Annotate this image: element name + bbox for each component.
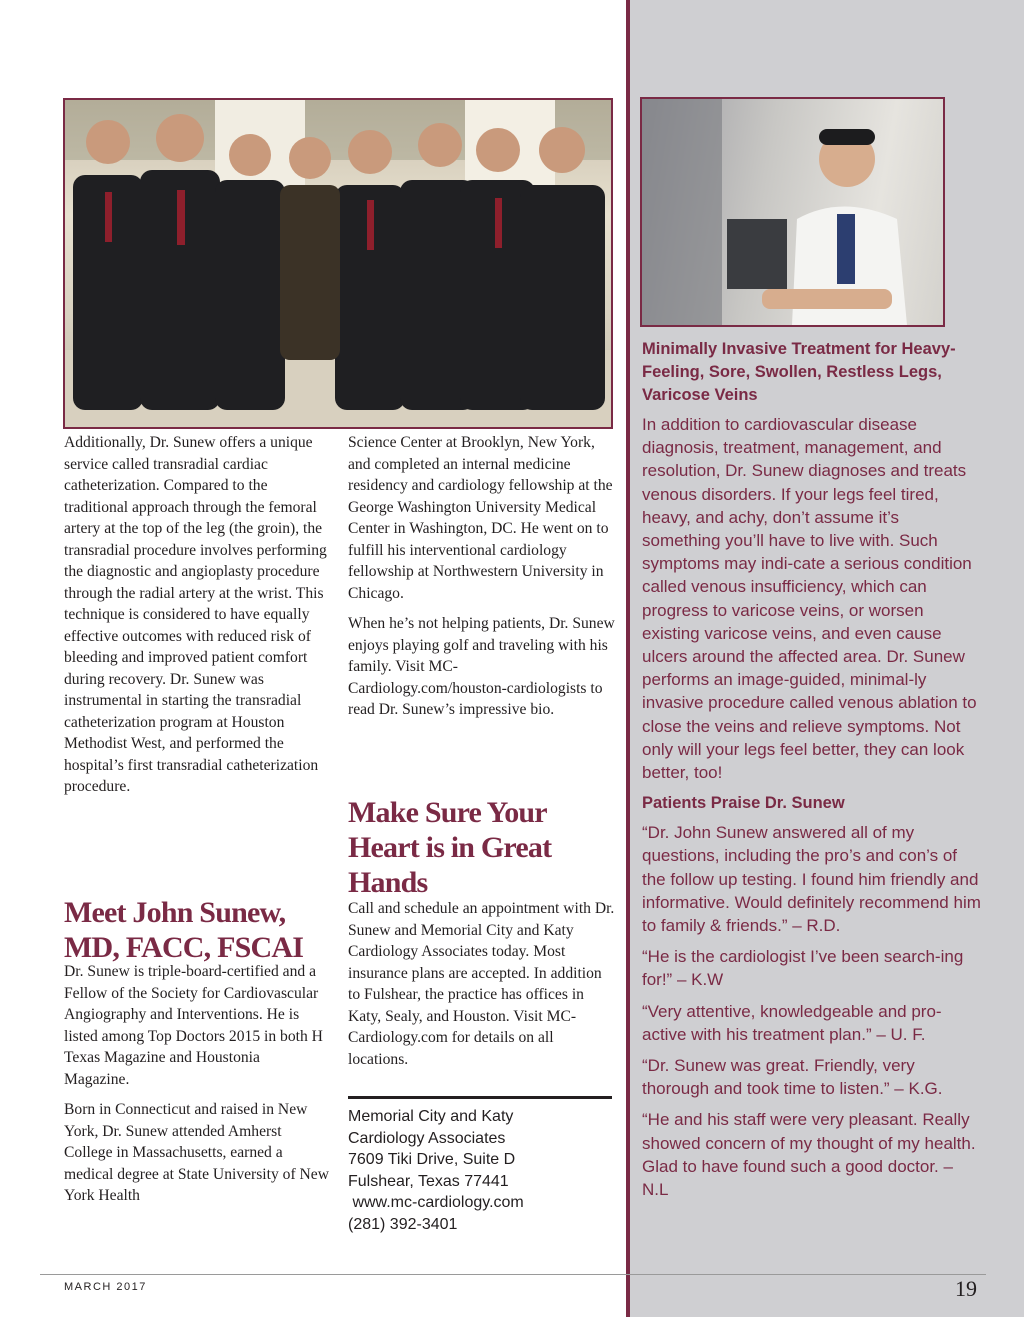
practice-address [348,1106,618,1236]
testimonial: “Dr. Sunew was great. Friendly, very thorough and took time to listen.” – K.G. [642,1056,943,1099]
page-number: 19 [955,1276,977,1301]
sidebar-content [642,338,982,1209]
column-2-appointment [348,898,616,1079]
divider-rule [348,1096,612,1099]
column-1-bio [64,961,329,1216]
address-line: Cardiology Associates [348,1129,506,1147]
issue-date: MARCH 2017 [64,1281,147,1293]
heading-make-sure-heart: Make Sure Your Heart is in Great Hands [348,796,552,899]
phone-number[interactable]: (281) 392-3401 [348,1215,458,1233]
doctor-photo [640,97,945,327]
heading-meet-john-sunew: Meet John Sunew, MD, FACC, FSCAI [64,896,304,964]
group-photo [63,98,613,429]
address-line: Memorial City and Katy [348,1108,514,1125]
paragraph-personal: When he’s not helping patients, Dr. Sunew enjoys playing golf and traveling with his family. Visit MC-Cardiology.com/houston-cardiologists to read Dr. Sunew’s impressive bio. [348,615,615,718]
testimonial: “Dr. John Sunew answered all of my questions, including the pro’s and con’s of the follow up testing. I found him friendly and informative. Would definitely recommend him to family & friends.” – R.D. [642,823,981,936]
website-link[interactable]: www.mc-cardiology.com [348,1194,524,1212]
testimonial: “He and his staff were very pleasant. Really showed concern of my thought of my health. Glad to have found such a good doctor. – N.L [642,1110,976,1200]
paragraph-education: Born in Connecticut and raised in New York, Dr. Sunew attended Amherst College in Massachusetts, earned a medical degree at State University of New York Health [64,1101,329,1204]
sidebar-heading-praise: Patients Praise Dr. Sunew [642,794,845,813]
paragraph-credentials: Dr. Sunew is triple-board-certified and a Fellow of the Society for Cardiovascular Angiography and Interventions. He is listed among Top Doctors 2015 in both H Texas Magazine and Houstonia Magazine. [64,963,323,1088]
address-line: 7609 Tiki Drive, Suite D [348,1151,516,1169]
doctor-photo-illustration [642,99,943,325]
paragraph-transradial: Additionally, Dr. Sunew offers a unique service called transradial cardiac catheterization. Compared to the traditional approach through the femoral artery at the top of the leg (the groin), the transradial procedure involves performing the diagnostic and angioplasty procedure through the radial artery at the wrist. This technique is considered to have equally effective outcomes with reduced risk of bleeding and improved patient comfort during recovery. Dr. Sunew was instrumental in starting the transradial catheterization program at Houston Methodist West, and performed the hospital’s first transradial catheterization procedure. [64,434,327,795]
testimonial: “Very attentive, knowledgeable and pro-active with his treatment plan.” – U. F. [642,1001,942,1044]
testimonial: “He is the cardiologist I’ve been search-ing for!” – K.W [642,947,964,990]
column-2-intro [348,432,616,730]
sidebar-paragraph-venous: In addition to cardiovascular disease diagnosis, treatment, management, and resolution, Dr. Sunew diagnoses and treats venous disorders. If your legs feel tired, heavy, and achy, don’t assume it’s something you’ll have to live with. Such symptoms may indi-cate a serious condition called venous insufficiency, which can progress to varicose veins, or worsen existing varicose veins, and even cause ulcers around the affected area. Dr. Sunew performs an image-guided, minimal-ly invasive procedure called venous ablation to close the veins and relieve symptoms. Not only will your legs feel better, they can look better, too! [642,415,977,783]
column-1-intro [64,432,329,807]
footer-rule [40,1274,986,1275]
address-line: Fulshear, Texas 77441 [348,1172,509,1190]
paragraph-fellowship: Science Center at Brooklyn, New York, and completed an internal medicine residency and cardiology fellowship at the George Washington University Medical Center in Washington, DC. He went on to fulfill his interventional cardiology fellowship at Northwestern University in Chicago. [348,434,613,602]
group-photo-illustration [65,100,611,427]
paragraph-appointment: Call and schedule an appointment with Dr. Sunew and Memorial City and Katy Cardiology Associates today. Most insurance plans are accepted. In addition to Fulshear, the practice has offices in Katy, Sealy, and Houston. Visit MC-Cardiology.com for details on all locations. [348,900,615,1068]
sidebar-heading-treatment: Minimally Invasive Treatment for Heavy-Feeling, Sore, Swollen, Restless Legs, Varicose Veins [642,340,956,404]
